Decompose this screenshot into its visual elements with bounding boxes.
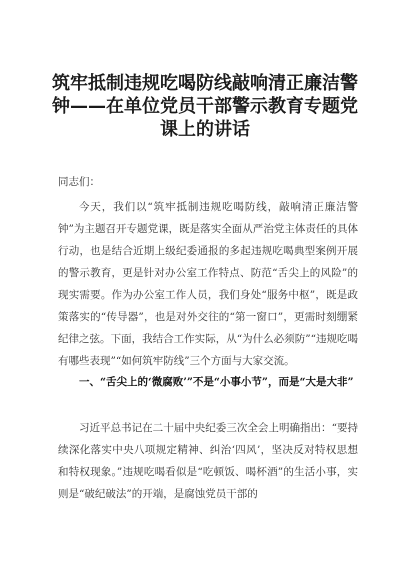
section-heading: 一、“舌尖上的‘微腐败’”不是“小事小节”，而是“大是大非” [79,376,354,388]
document-title: 筑牢抵制违规吃喝防线敲响清正廉洁警钟——在单位党员干部警示教育专题党课上的讲话 [52,73,358,140]
section-paragraph: 习近平总书记在二十届中央纪委三次全会上明确指出：“要持续深化落实中央八项规定精神、纠治‘四风’，坚决反对特权思想和特权现象。”违规吃喝看似是“吃顿饭、喝杯酒”的生活小事，实则是“破纪破法”的开端，是腐蚀党员干部的 [58,422,358,500]
body-paragraph: 今天，我们以“筑牢抵制违规吃喝防线，敲响清正廉洁警钟”为主题召开专题党课，既是落实全面从严治党主体责任的具体行动，也是结合近期上级纪委通报的多起违规吃喝典型案例开展的警示教育，更是针对办公室工作特点、防范“舌尖上的风险”的现实需要。作为办公室工作人员，我们身处“服务中枢”，既是政策落实的“传导器”，也是对外交往的“第一窗口”，更需时刻绷紧纪律之弦。下面，我结合工作实际，从“为什么必须防”“违规吃喝有哪些表现”“如何筑牢防线”三个方面与大家交流。 [58,201,358,367]
salutation: 同志们： [58,176,100,188]
